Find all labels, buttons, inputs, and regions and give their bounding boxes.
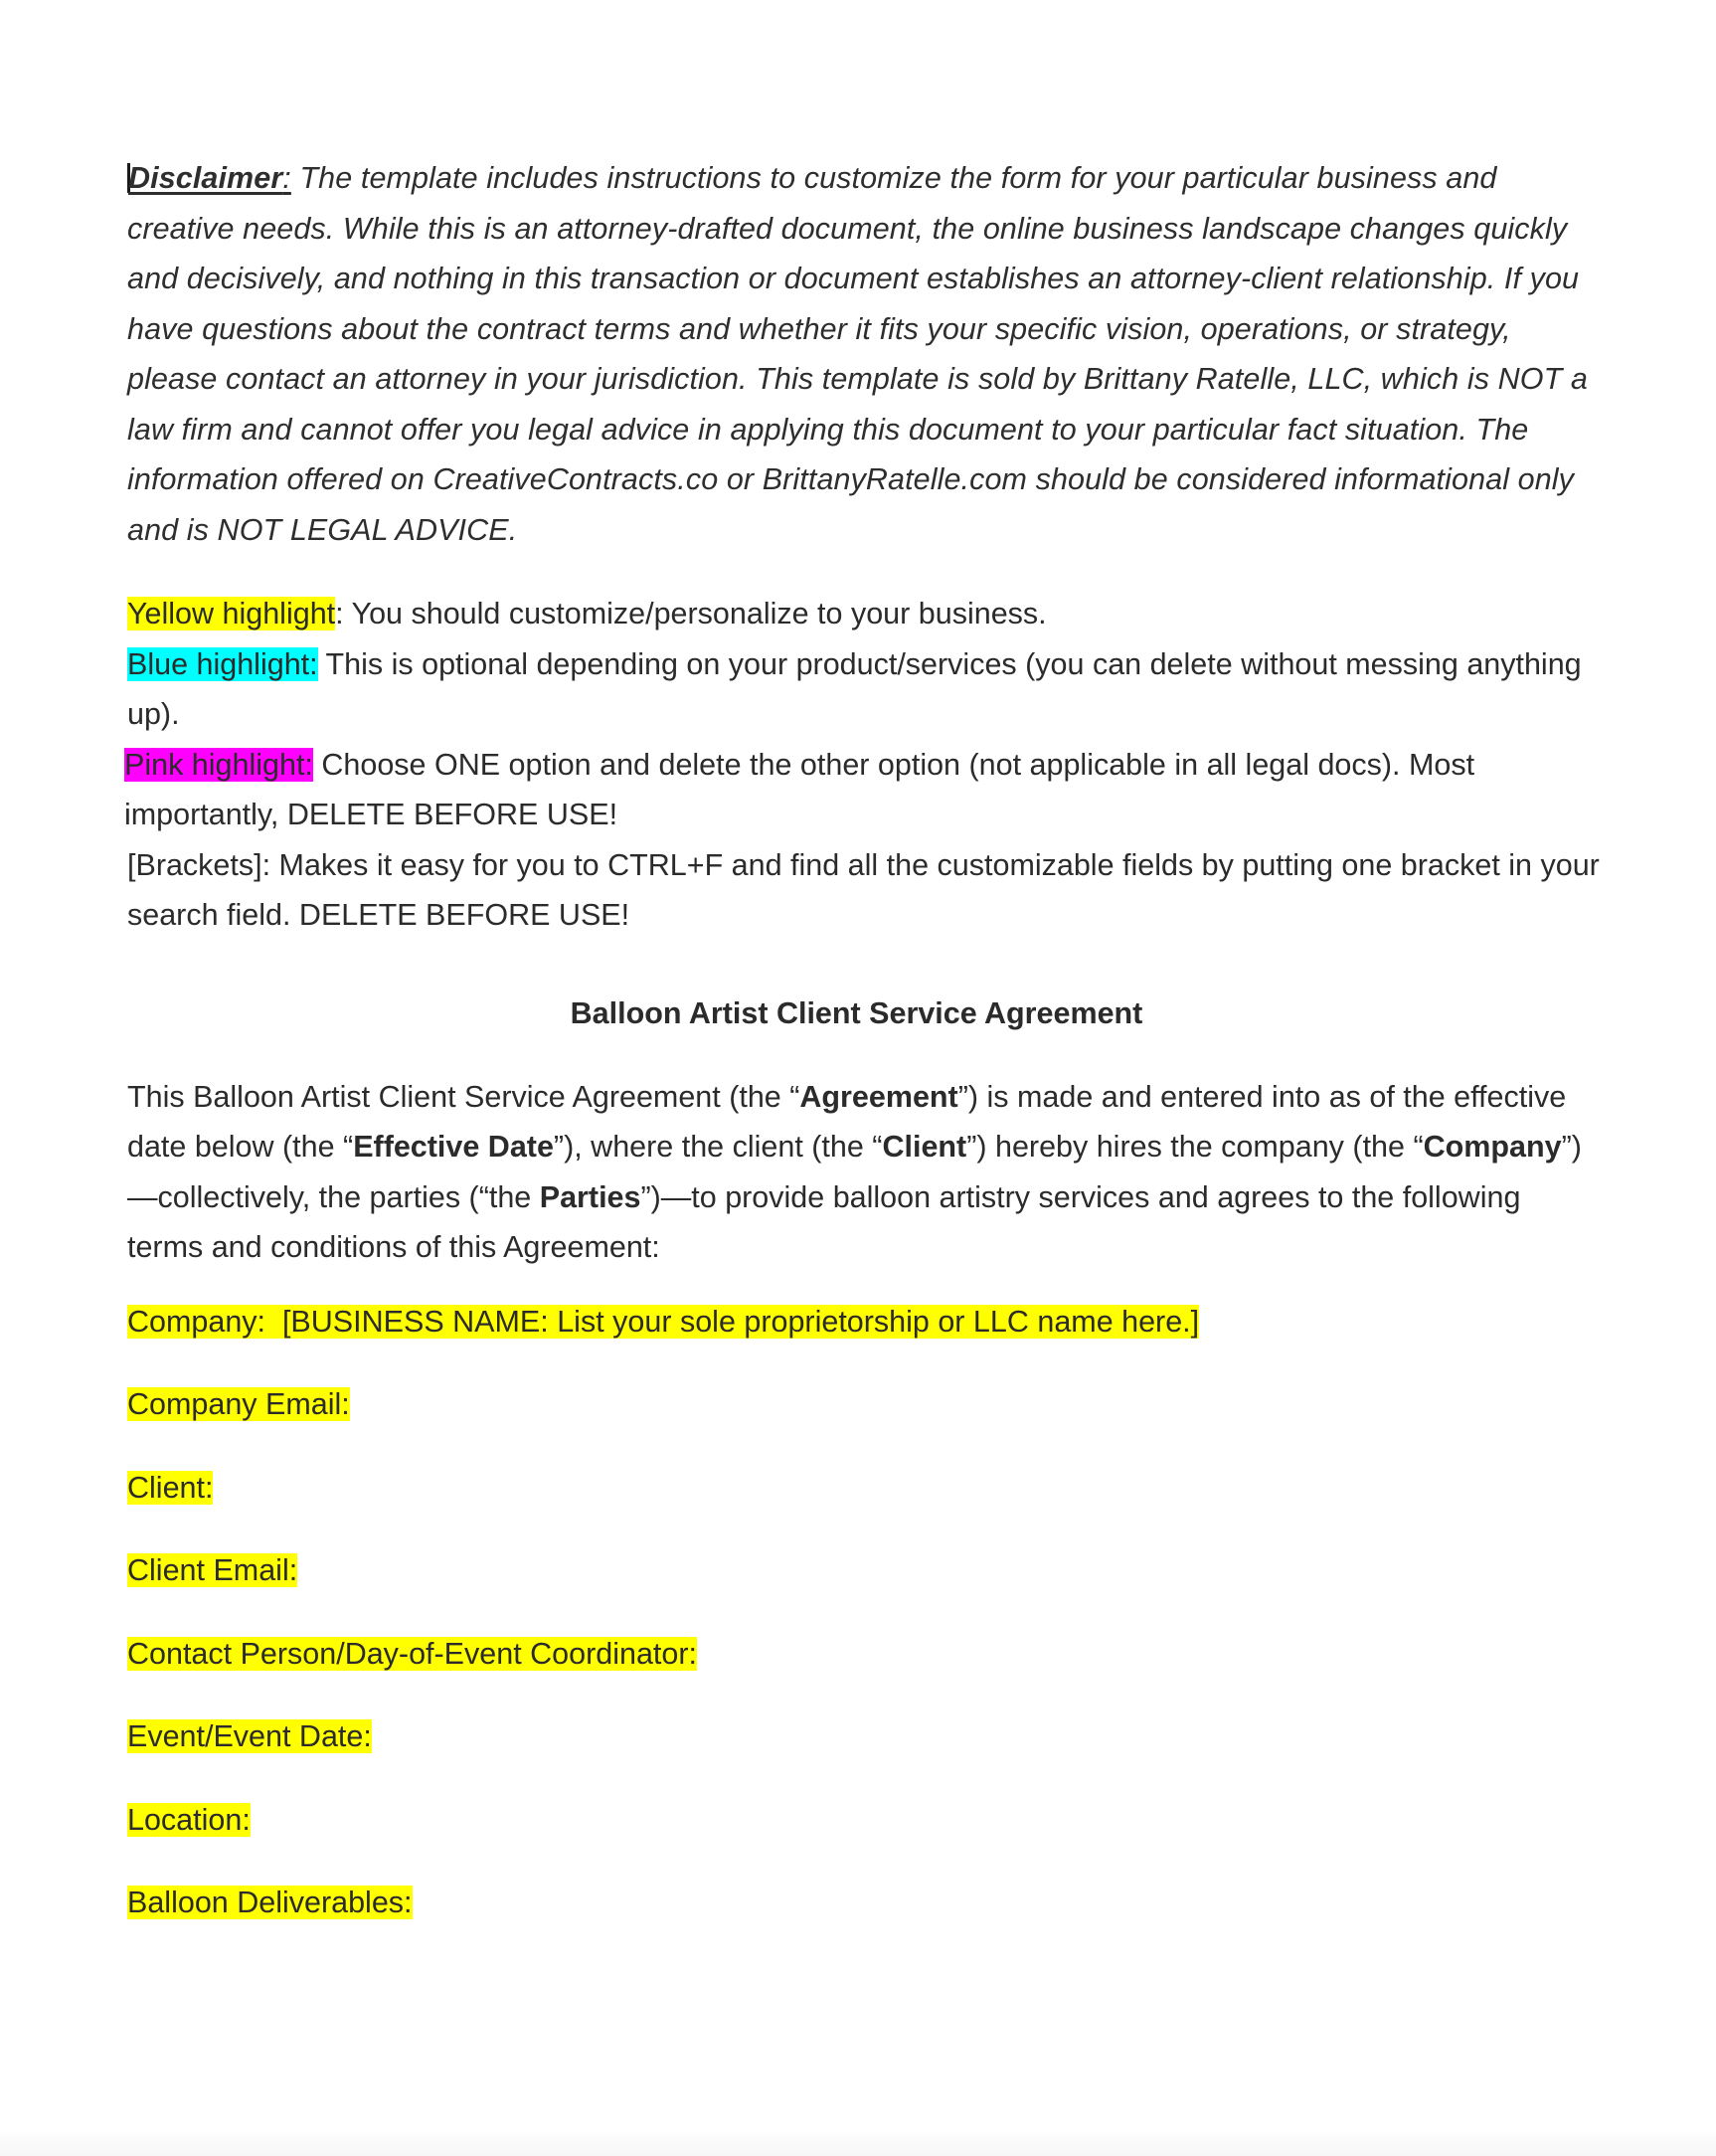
yellow-highlight-marker: Yellow highlight xyxy=(127,597,336,630)
field-line xyxy=(127,1795,1604,1846)
field-line xyxy=(127,1629,1604,1680)
blue-highlight-text: This is optional depending on your product/services (you can delete without messing anything up). xyxy=(127,646,1582,731)
yellow-highlight-text: : You should customize/personalize to your business. xyxy=(335,597,1047,630)
disclaimer-label: Disclaimer xyxy=(128,161,283,195)
field-line xyxy=(127,1379,1604,1430)
intro-part-1: This Balloon Artist Client Service Agreement (the “ xyxy=(127,1079,800,1114)
field-line xyxy=(127,1297,1604,1348)
field-label: Location: xyxy=(127,1802,251,1837)
pink-highlight-marker: Pink highlight: xyxy=(124,747,313,782)
disclaimer-text: The template includes instructions to customize the form for your particular business and creative needs. While this is an attorney-drafted document, the online business landscape changes quickly and decisively, and nothing in this transaction or document establishes an attorney-client relationship. If you have questions about the contract terms and whether it fits your specific vision, operations, or strategy, please contact an attorney in your jurisdiction. This template is sold by Brittany Ratelle, LLC, which is NOT a law firm and cannot offer you legal advice in applying this document to your particular fact situation. The information offered on CreativeContracts.co or BrittanyRatelle.com should be considered informational only and is NOT LEGAL ADVICE. xyxy=(127,161,1588,547)
field-label: Company: [BUSINESS NAME: List your sole proprietorship or LLC name here.] xyxy=(127,1304,1200,1339)
agreement-intro-paragraph xyxy=(127,1038,1604,1273)
term-client: Client xyxy=(882,1130,967,1164)
term-agreement: Agreement xyxy=(799,1079,958,1114)
field-label: Company Email: xyxy=(127,1387,350,1421)
legend-row-pink xyxy=(124,740,1604,840)
field-line xyxy=(127,1878,1604,1928)
page-bottom-edge xyxy=(0,2130,1716,2156)
field-label: Contact Person/Day-of-Event Coordinator: xyxy=(127,1636,697,1671)
intro-part-2: ”) is made and entered into as of the effective date below (the “ xyxy=(127,1079,1567,1164)
field-label: Client: xyxy=(127,1470,214,1505)
brackets-marker: [Brackets]: xyxy=(127,847,271,882)
intro-part-3: ”), where the client (the “ xyxy=(553,1130,883,1164)
highlight-legend xyxy=(124,555,1604,941)
document-body xyxy=(124,0,1604,1961)
term-parties: Parties xyxy=(539,1179,641,1214)
disclaimer-paragraph xyxy=(127,0,1604,555)
intro-part-6: ”)—to provide balloon artistry services and agrees to the following terms and conditions of this Agreement: xyxy=(127,1179,1521,1264)
field-label: Balloon Deliverables: xyxy=(127,1886,413,1919)
field-line xyxy=(127,1545,1604,1596)
legend-row-yellow xyxy=(127,589,1604,639)
field-line xyxy=(127,1711,1604,1762)
brackets-text: Makes it easy for you to CTRL+F and find all the customizable fields by putting one bracket in your search field. DELETE BEFORE USE! xyxy=(127,847,1600,932)
agreement-title: Balloon Artist Client Service Agreement xyxy=(570,995,1143,1030)
legend-row-brackets xyxy=(127,840,1604,941)
pink-highlight-text: Choose ONE option and delete the other option (not applicable in all legal docs). Most importantly, DELETE BEFORE USE! xyxy=(124,747,1475,831)
intro-part-4: ”) hereby hires the company (the “ xyxy=(966,1130,1424,1164)
field-label: Event/Event Date: xyxy=(127,1719,372,1753)
legend-row-blue xyxy=(127,639,1604,740)
term-company: Company xyxy=(1423,1130,1562,1164)
field-label: Client Email: xyxy=(127,1553,298,1587)
field-line xyxy=(127,1463,1604,1514)
term-effective-date: Effective Date xyxy=(353,1130,554,1164)
intro-part-5: ”)—collectively, the parties (“the xyxy=(127,1130,1582,1214)
party-fields-list xyxy=(127,1273,1604,1928)
blue-highlight-marker: Blue highlight: xyxy=(127,646,318,681)
disclaimer-label-colon: : xyxy=(282,161,291,195)
